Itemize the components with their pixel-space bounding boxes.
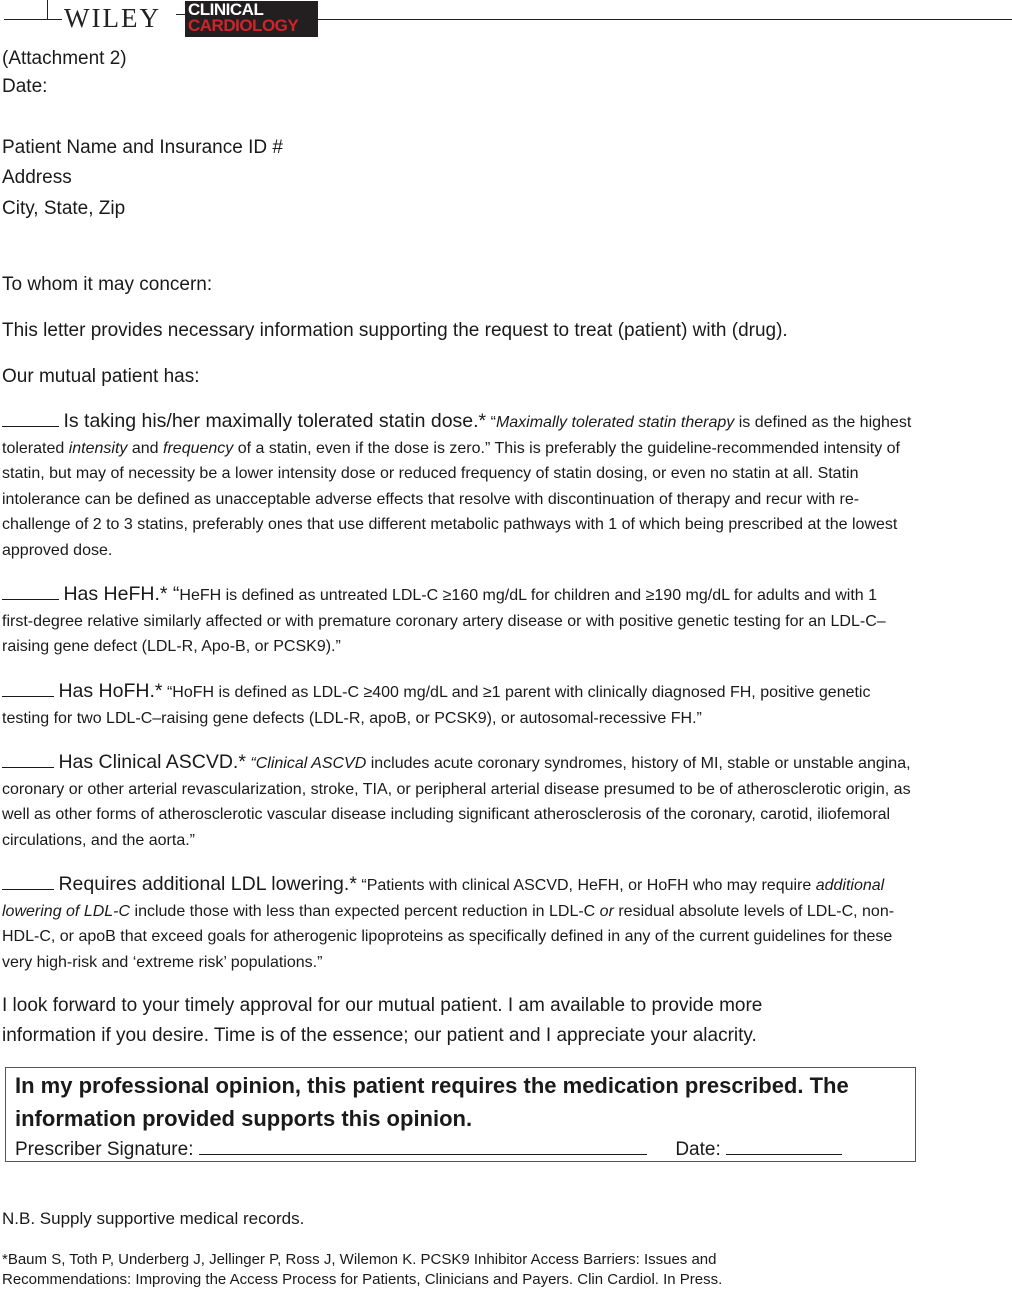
address-line: Address [2,167,72,188]
criterion-ascvd-text: includes acute coronary syndromes, history of MI, stable or unstable angina, coronary or other arterial revascularization, stroke, TIA, or peripheral arterial disease presumed to be of atherosclerotic origin, as well as other forms of atherosclerotic vascular disease including significant atherosclerosis of the coronary, carotid, iliofemoral circulations, and the aorta.” [2,755,911,849]
nb-note: N.B. Supply supportive medical records. [2,1209,305,1228]
header-rule-left [4,19,62,20]
criterion-ldl-lead: Requires additional LDL lowering.* [58,873,357,895]
publisher-logo: WILEY [64,3,161,33]
criterion-ldl-em2: or [599,902,614,920]
criterion-ldl [2,872,912,975]
reference-line-1: *Baum S, Toth P, Underberg J, Jellinger P, Ross J, Wilemon K. PCSK9 Inhibitor Access Barriers: Issues and [2,1251,717,1268]
journal-header [0,0,1012,40]
checkbox-blank-hofh[interactable] [2,680,54,697]
criterion-ascvd [2,750,912,853]
criterion-hefh-lead: Has HeFH.* “ [63,583,180,605]
reference-line-2: Recommendations: Improving the Access Process for Patients, Clinicians and Payers. Clin Cardiol. In Press. [2,1271,723,1288]
journal-logo [185,1,318,37]
signature-field[interactable] [199,1138,647,1155]
header-tick [47,0,48,20]
signature-date-label: Date: [675,1139,721,1160]
criterion-statin [2,409,912,563]
checkbox-blank-statin[interactable] [2,410,59,427]
criterion-ascvd-em: “Clinical ASCVD [250,755,367,772]
header-rule-right [318,19,1012,20]
intro-paragraph: This letter provides necessary information supporting the request to treat (patient) with (drug). [2,320,788,341]
mutual-patient-line: Our mutual patient has: [2,366,200,387]
city-state-zip-line: City, State, Zip [2,198,126,219]
header-dash [176,14,185,15]
opinion-line-2: information provided supports this opinion. [15,1106,473,1131]
criterion-statin-t1: is defined as the highest tolerated [2,414,912,457]
journal-logo-line2: CARDIOLOGY [188,16,299,35]
criterion-statin-t2: and [127,439,164,457]
criterion-hefh [2,582,912,660]
opinion-line-1: In my professional opinion, this patient requires the medication prescribed. The [15,1073,849,1098]
criterion-ldl-quote: “ [361,877,367,894]
checkbox-blank-ldl[interactable] [2,873,54,890]
reference-citation [2,1250,722,1290]
signature-label: Prescriber Signature: [15,1139,194,1160]
criterion-ldl-t1: Patients with clinical ASCVD, HeFH, or HoFH who may require [366,877,816,894]
closing-line-1: I look forward to your timely approval for our mutual patient. I am available to provide more [2,995,763,1016]
criterion-ldl-t2: include those with less than expected percent reduction in LDL-C [130,902,600,920]
checkbox-blank-ascvd[interactable] [2,751,54,768]
criterion-ascvd-lead: Has Clinical ASCVD.* [58,751,246,773]
criterion-statin-em1: Maximally tolerated statin therapy [495,414,735,431]
criterion-hefh-text: HeFH is defined as untreated LDL-C ≥160 mg/dL for children and ≥190 mg/dL for adults and with 1 first-degree relative similarly affected or with premature coronary artery disease or with positive genetic testing for an LDL-C–raising gene defect (LDL-R, Apo-B, or PCSK9).” [2,587,886,655]
criterion-hofh-lead: Has HoFH.* [58,680,163,702]
journal-logo-line1: CLINICAL [188,0,264,19]
criterion-hofh-text: “HoFH is defined as LDL-C ≥400 mg/dL and ≥1 parent with clinically diagnosed FH, positive genetic testing for two LDL-C–raising gene defects (LDL-R, apoB, or PCSK9), or autosomal-recessive FH.” [2,684,871,727]
opinion-box [5,1067,916,1162]
criterion-statin-em2: intensity [68,439,128,457]
criterion-ldl-em1: additional lowering of LDL-C [2,877,885,920]
criterion-statin-t3: of a statin, even if the dose is zero.” This is preferably the guideline-recommended intensity of statin, but may of necessity be a lower intensity dose or reduced frequency of statin dosing, or even no statin at all. Statin intolerance can be defined as unacceptable adverse effects that resolve with discontinuation of therapy and recur with re-challenge of 2 to 3 statins, preferably ones that use different metabolic pathways with 1 of which being prescribed at the lowest approved dose. [2,439,900,559]
criterion-statin-quote: “ [490,414,496,431]
signature-date-field[interactable] [726,1138,842,1155]
criterion-statin-lead: Is taking his/her maximally tolerated statin dose.* [63,410,487,432]
closing-line-2: information if you desire. Time is of the essence; our patient and I appreciate your alacrity. [2,1025,757,1046]
patient-name-line: Patient Name and Insurance ID # [2,137,283,158]
checkbox-blank-hefh[interactable] [2,583,59,600]
criterion-ldl-t3: residual absolute levels of LDL-C, non-HDL-C, or apoB that exceed goals for atherogenic lipoproteins as specifically defined in any of the current guidelines for these very high-risk and ‘extreme risk’ populations.” [2,902,895,971]
salutation: To whom it may concern: [2,274,213,295]
date-label: Date: [2,76,48,97]
criterion-hofh [2,679,912,731]
criterion-statin-em3: frequency [163,439,234,457]
attachment-label: (Attachment 2) [2,48,127,69]
signature-row [15,1138,842,1161]
